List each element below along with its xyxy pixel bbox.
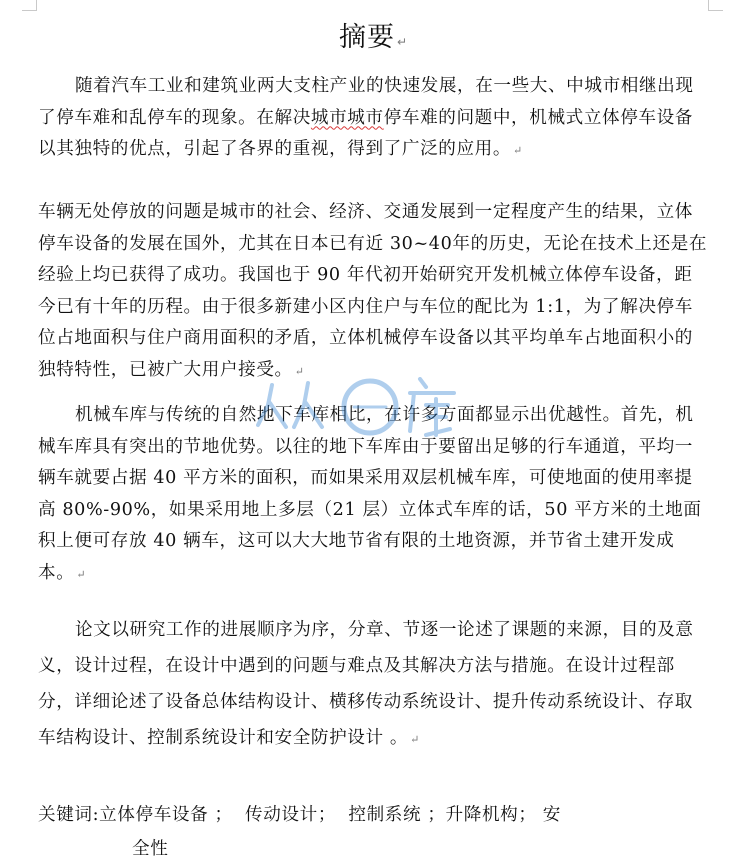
paragraph-1-text-start: 随着汽车工业和建筑业两大支柱产业的快速发展，在一些大、中城市相继出现了停车难和乱停车的现象。在解决 <box>38 76 694 128</box>
keywords-text: 关键词:立体停车设备 ； 传动设计； 控制系统 ；升降机构； 安 <box>38 805 561 825</box>
return-arrow-icon: ↵ <box>76 567 87 581</box>
return-arrow-icon: ↵ <box>410 733 420 746</box>
keywords-line <box>38 798 710 866</box>
abstract-title <box>0 18 747 62</box>
abstract-paragraph-4 <box>38 612 710 758</box>
title-text: 摘要 <box>338 22 395 53</box>
abstract-paragraph-3 <box>38 400 710 590</box>
abstract-paragraph-2 <box>38 197 710 387</box>
paragraph-1-text-end: 停车难的问题中，机械式立体停车设备以其独特的优点，引起了各界的重视，得到了广泛的应用。 <box>38 107 693 159</box>
return-arrow-icon: ↵ <box>513 144 523 157</box>
paragraph-4-text: 论文以研究工作的进展顺序为序，分章、节逐一论述了课题的来源，目的及意义，设计过程，在设计中遇到的问题与难点及其解决方法与措施。在设计过程部分，详细论述了设备总体结构设计、横移传动系统设计、提升传动系统设计、存取车结构设计、控制系统设计和安全防护设计 。 <box>38 620 694 748</box>
paragraph-2-text: 车辆无处停放的问题是城市的社会、经济、交通发展到一定程度产生的结果，立体停车设备的发展在国外，尤其在日本已有近 30~40年的历史，无论在技术上还是在经验上均已获得了成功。我国也于 90 年代初开始研究开发机械立体停车设备，距今已有十年的历程。由于很多新建小区内住户与车位的配比为 1:1，为了解决停车位占地面积与住户商用面积的矛盾，立体机械停车设备以其平均单车占地面积小的独特特性，已被广大用户接受。 <box>38 202 708 380</box>
paragraph-3-text: 机械车库与传统的自然地下车库相比，在许多方面都显示出优越性。首先，机械车库具有突出的节地优势。以往的地下车库由于要留出足够的行车通道，平均一辆车就要占据 40 平方米的面积，而如果采用双层机械车库，可使地面的使用率提高 80%-90%，如果采用地上多层（21 层）立体式车库的话，50 平方米的土地面积上便可存放 40 辆车，这可以大大地节省有限的土地资源，并节省土建开发成本。 <box>38 405 702 583</box>
crop-mark-top-left <box>22 0 37 11</box>
return-arrow-icon: ↵ <box>396 35 409 49</box>
spellcheck-flagged-text[interactable]: 城市城市 <box>310 107 384 128</box>
abstract-paragraph-1 <box>38 71 710 167</box>
crop-mark-top-right <box>708 0 723 11</box>
return-arrow-icon: ↵ <box>294 364 305 378</box>
keywords-text-wrap: 全性 <box>132 839 169 859</box>
